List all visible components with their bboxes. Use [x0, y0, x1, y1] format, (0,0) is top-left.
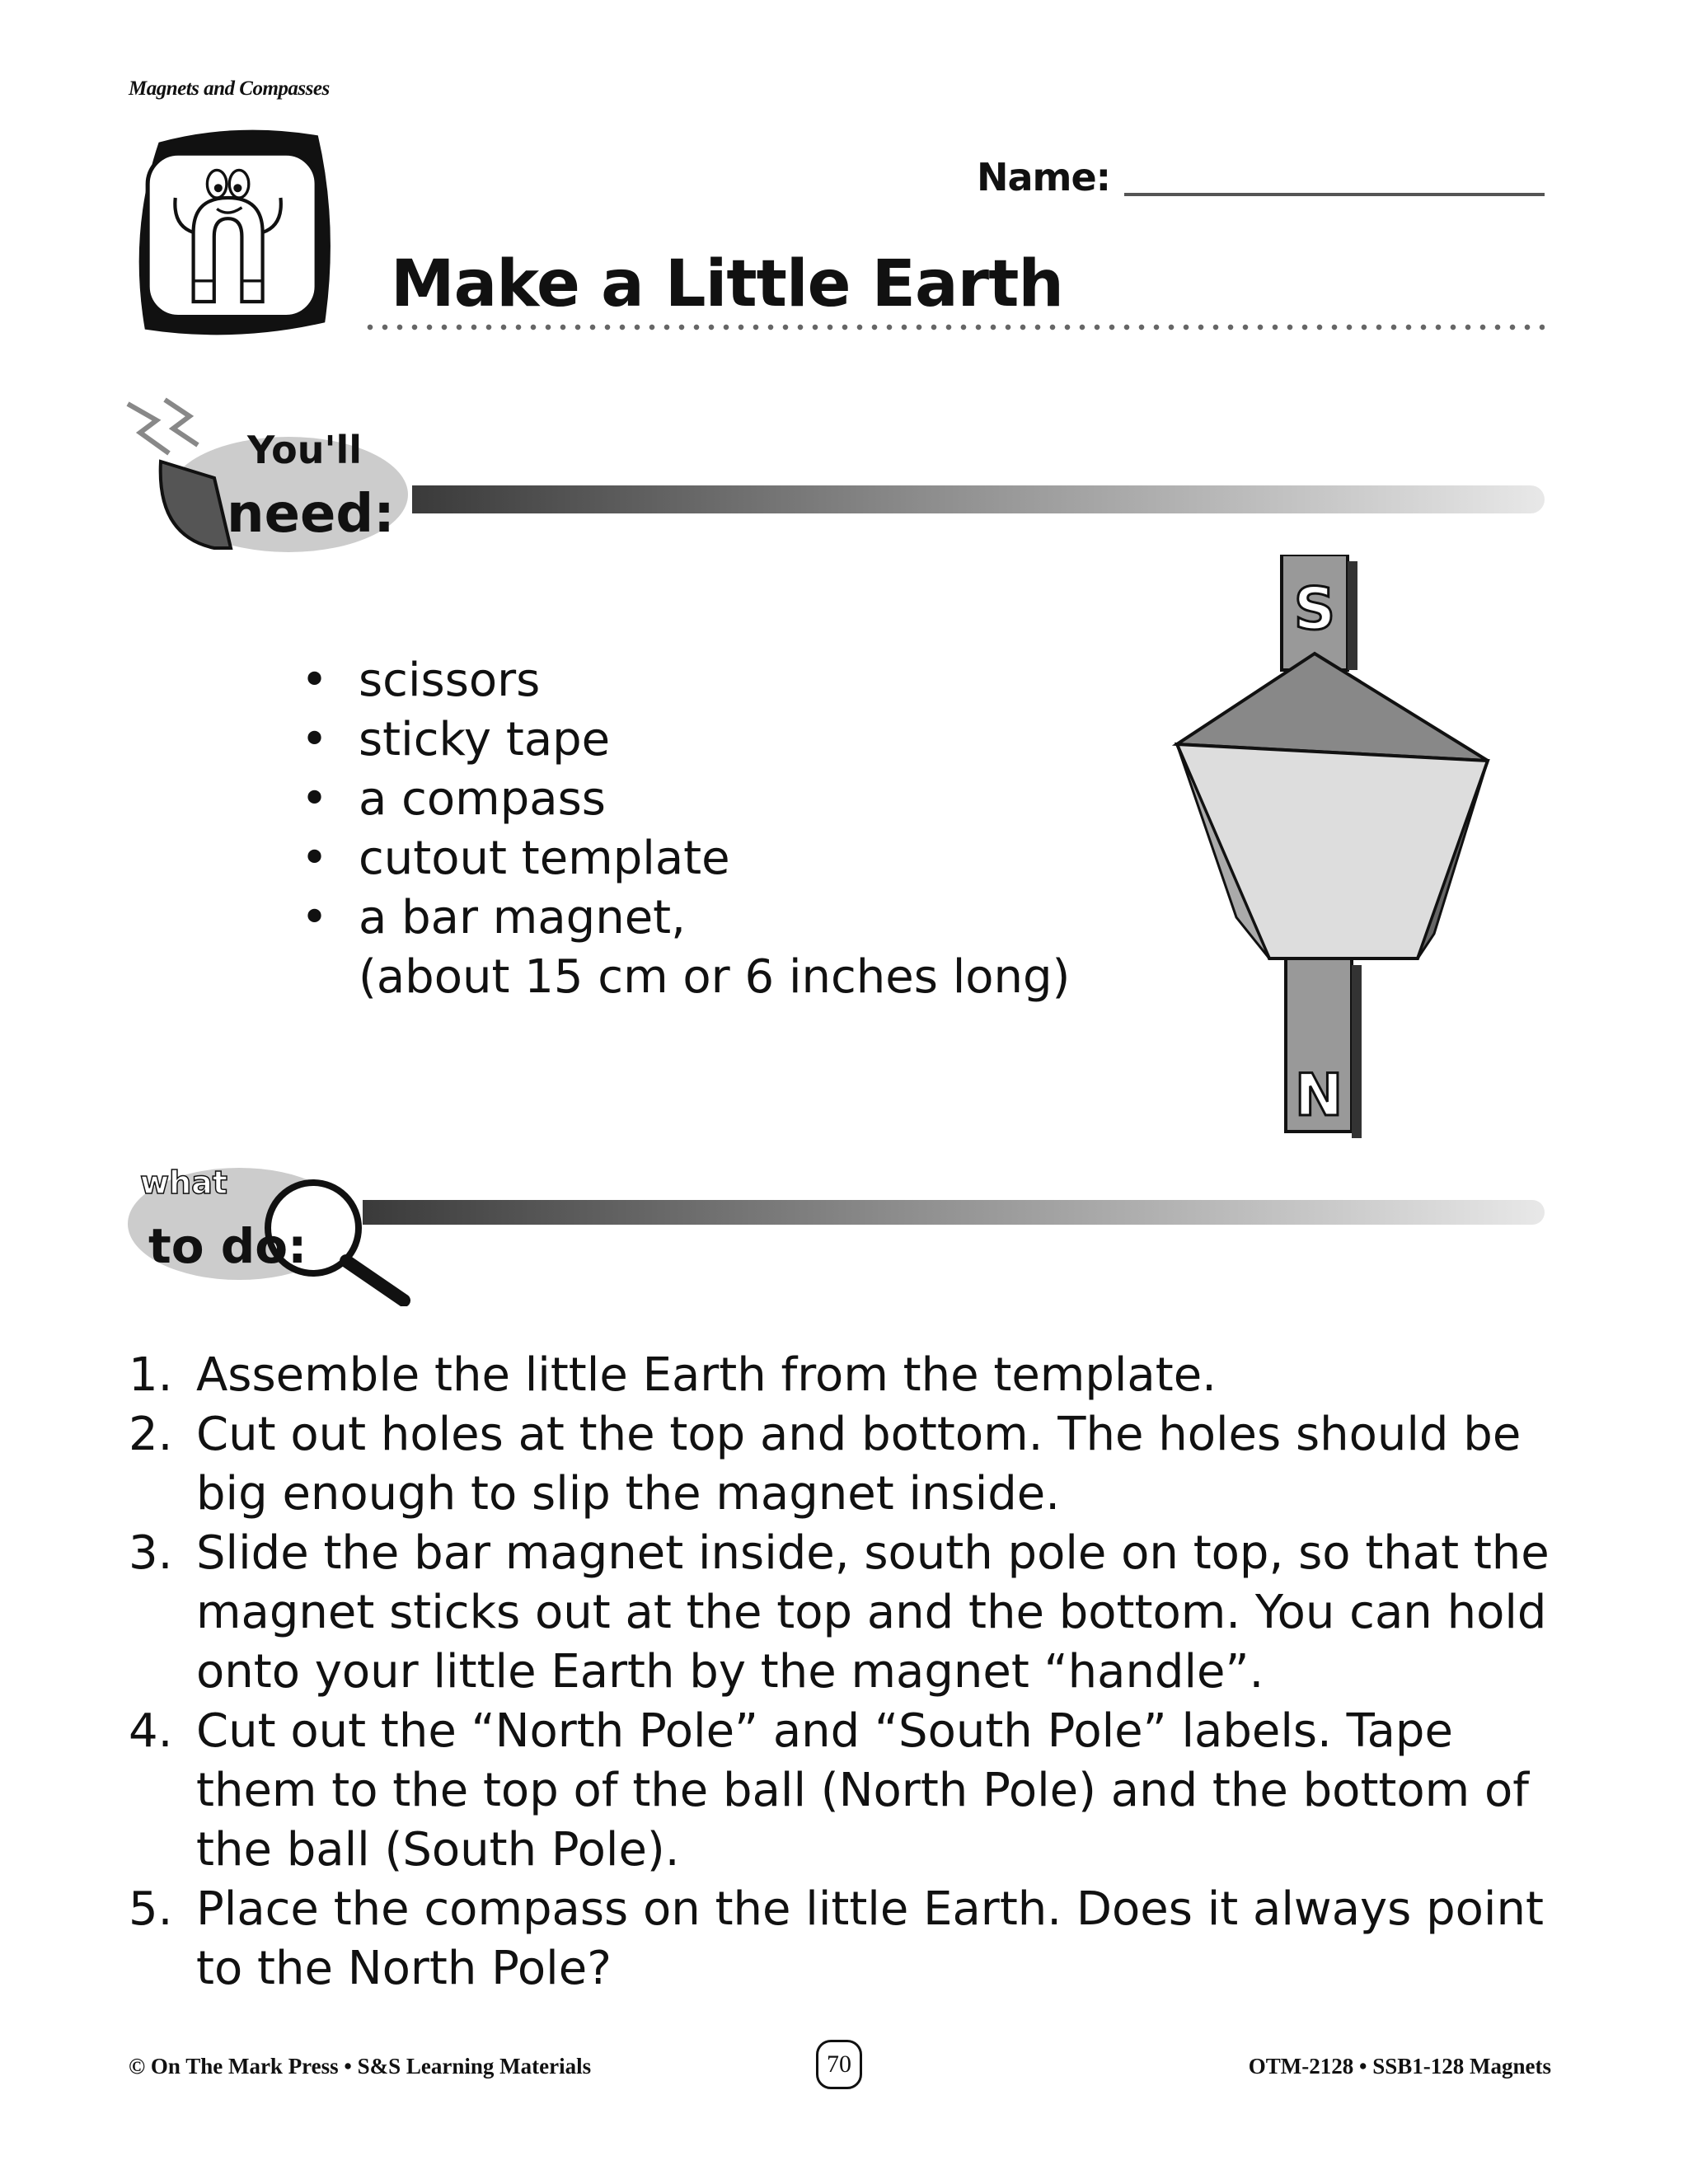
footer-product-code: OTM-2128 • SSB1-128 Magnets	[1248, 2054, 1551, 2079]
list-item: • sticky tape	[301, 713, 611, 766]
section-bar-needs	[412, 485, 1545, 513]
badge-youll: You'll	[247, 428, 363, 472]
what-to-do-badge	[124, 1154, 437, 1306]
step-item: 2. Cut out holes at the top and bottom. The holes should be big enough to slip the magnet inside.	[129, 1408, 1522, 1521]
magnet-mascot-logo	[131, 129, 339, 336]
north-pole-label: N	[1294, 1062, 1343, 1129]
step-item: 1. Assemble the little Earth from the template.	[129, 1348, 1217, 1402]
materials-list	[301, 651, 1070, 1007]
name-label: Name:	[977, 155, 1111, 199]
south-pole-label: S	[1293, 575, 1336, 643]
dotted-divider	[363, 324, 1545, 330]
step-item: 4. Cut out the “North Pole” and “South Pole” labels. Tape them to the top of the ball (North Pole) and the bottom of the ball (South Pole).	[129, 1704, 1529, 1877]
instruction-steps	[129, 1346, 1563, 1999]
section-bar-todo	[363, 1200, 1545, 1225]
step-item: 3. Slide the bar magnet inside, south pole on top, so that the magnet sticks out at the top and the bottom. You can hold onto your little Earth by the magnet “handle”.	[129, 1526, 1550, 1699]
list-item: • scissors	[301, 654, 541, 707]
page-title: Make a Little Earth	[391, 247, 1063, 321]
page-number: 70	[816, 2040, 862, 2089]
list-item-continuation: (about 15 cm or 6 inches long)	[359, 950, 1071, 1004]
section-header: Magnets and Compasses	[129, 77, 330, 100]
badge-todo: to do:	[148, 1218, 307, 1274]
footer-copyright: © On The Mark Press • S&S Learning Materials	[129, 2054, 592, 2079]
step-item: 5. Place the compass on the little Earth. Does it always point to the North Pole?	[129, 1882, 1544, 1995]
list-item: • cutout template	[301, 832, 730, 885]
list-item: • a bar magnet,	[301, 891, 686, 944]
youll-need-badge	[124, 396, 420, 560]
list-item: • a compass	[301, 772, 606, 826]
magnet-earth-illustration	[1170, 555, 1492, 1145]
name-field-line[interactable]	[1124, 193, 1545, 196]
badge-what: what	[140, 1165, 227, 1201]
badge-need: need:	[227, 484, 395, 545]
